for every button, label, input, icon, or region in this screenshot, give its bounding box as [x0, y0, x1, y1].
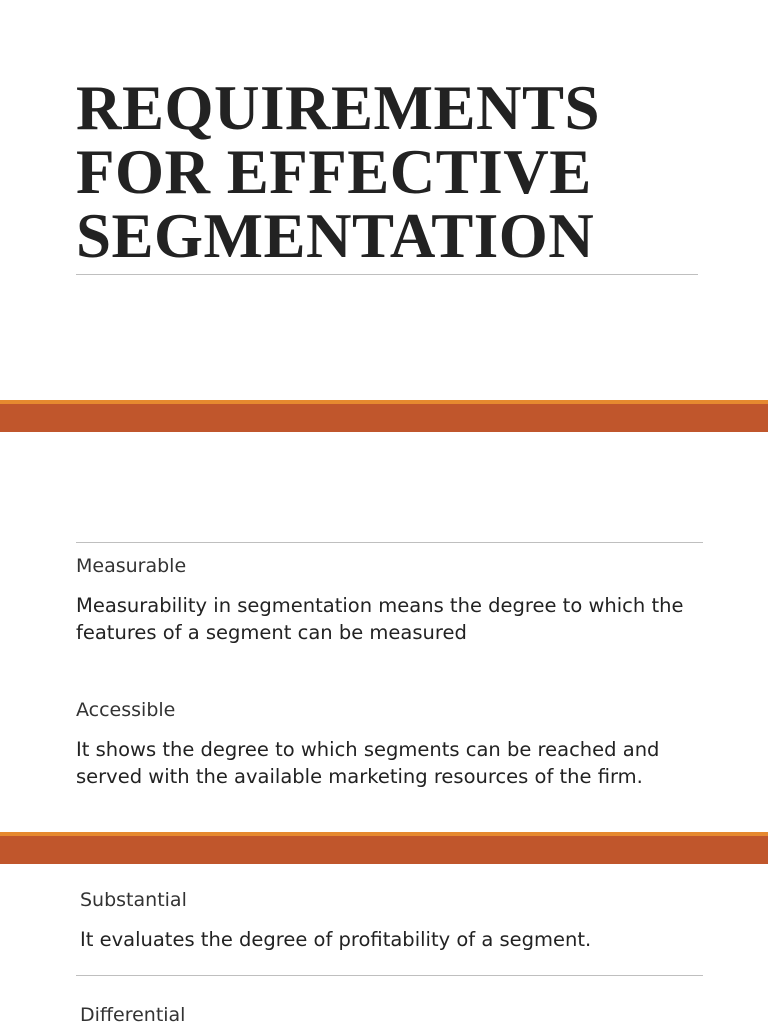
item-text-substantial: It evaluates the degree of profitability of a segment.: [80, 928, 592, 951]
item-text-accessible: It shows the degree to which segments can be reached and served with the available marketing resources of the firm.: [76, 738, 660, 788]
item-heading-differential: Differential: [80, 1004, 186, 1026]
section-divider: [76, 542, 703, 543]
item-heading-measurable: Measurable: [76, 555, 187, 577]
section-divider-lower: [76, 975, 703, 976]
title-divider: [76, 274, 698, 275]
slide-title: REQUIREMENTS FOR EFFECTIVE SEGMENTATION: [76, 73, 601, 271]
item-text-measurable: Measurability in segmentation means the degree to which the features of a segment can be measured: [76, 594, 684, 644]
orange-band-top: [0, 400, 768, 432]
orange-band-bottom: [0, 832, 768, 864]
item-heading-substantial: Substantial: [80, 889, 187, 911]
item-heading-accessible: Accessible: [76, 699, 176, 721]
